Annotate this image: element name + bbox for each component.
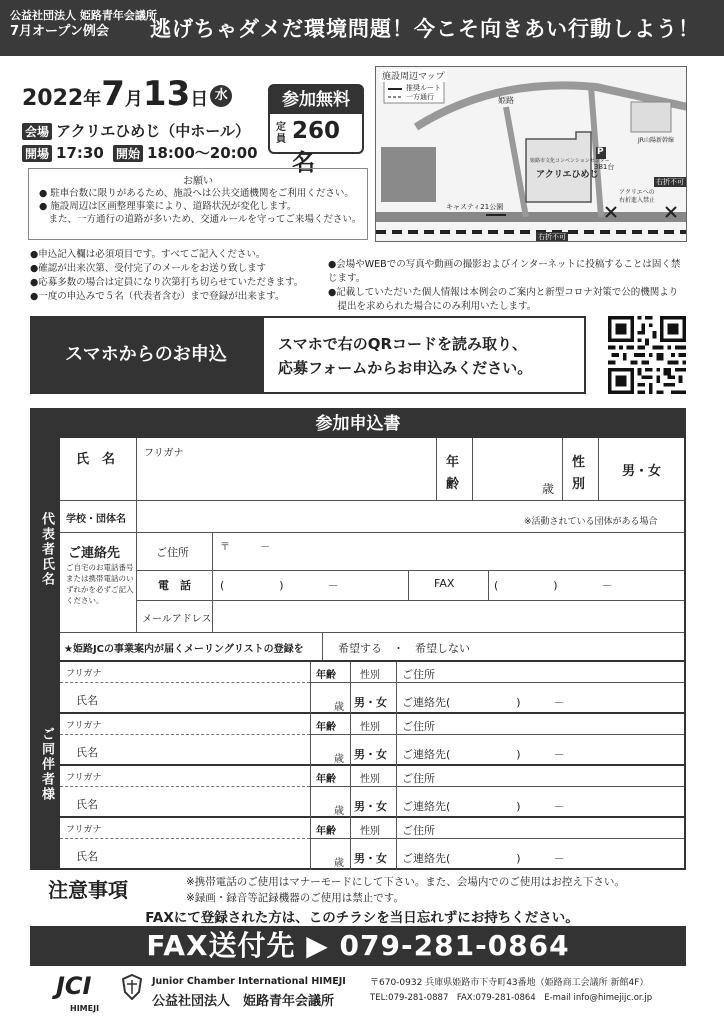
divider [488, 570, 489, 600]
companion-contact-field[interactable]: ご連絡先( ) － [402, 800, 565, 813]
companion-gender-options[interactable]: 男・女 [354, 800, 387, 813]
bullet-list-right [328, 258, 688, 314]
companion-address-label: ご住所 [402, 824, 435, 837]
fax-destination: FAX送付先 ▶ 079-281-0864 [30, 926, 686, 966]
phone-label: 電 話 [158, 579, 191, 592]
date-month-unit: 月 [124, 89, 143, 110]
date-month: 7 [101, 74, 125, 114]
map-entry-1: アクリエへの [619, 189, 655, 196]
divider [310, 682, 684, 683]
notice-title: お願い [183, 176, 213, 187]
mailing-label: ★姫路JCの事業案内が届くメーリングリストの登録を [64, 644, 304, 655]
companion-age-label: 年齢 [316, 774, 336, 785]
map-kyasuty: キャスティ21公園 [446, 203, 504, 211]
companion-age-label: 年齢 [316, 670, 336, 681]
notice-item: また、一方通行の道路が多いため、交通ルールを守ってご来場ください。 [39, 214, 362, 225]
divider [350, 766, 351, 818]
companion-name-input[interactable] [120, 736, 310, 764]
divider [350, 662, 351, 714]
companion-gender-label: 性別 [360, 722, 380, 733]
bullet-item: 提出を求められた場合にのみ利用いたします。 [328, 301, 537, 312]
divider [60, 734, 310, 735]
bullet-item: ●記載していただいた個人情報は本例会のご案内と新型コロナ対策で公的機関より [328, 287, 679, 298]
venue-tag: 会場 [22, 123, 52, 140]
time-line [22, 142, 258, 163]
divider [310, 662, 311, 714]
gender-label: 性別 [572, 455, 586, 492]
divider [136, 500, 137, 532]
companion-row [60, 766, 684, 818]
map-venue-name: アクリエひめじ [536, 170, 599, 180]
org-name-jp: 公益社団法人 姫路青年会議所 [152, 994, 335, 1009]
companion-furigana-label: フリガナ [66, 825, 102, 835]
meeting-name: 7月オープン例会 [10, 24, 109, 39]
companion-age-unit: 歳 [334, 702, 344, 713]
map-title: 施設周辺マップ [380, 69, 447, 82]
divider [60, 500, 684, 501]
bullet-list-left [30, 248, 330, 304]
fax-note: FAXにて登録された方は、このチラシを当日忘れずにお持ちください。 [145, 910, 579, 926]
divider [562, 438, 563, 500]
start-tag: 開始 [113, 145, 143, 162]
divider [408, 570, 409, 600]
divider [136, 532, 137, 632]
name-input[interactable] [138, 440, 434, 498]
jci-logo: JCI [56, 972, 92, 1000]
companion-row [60, 662, 684, 714]
divider [350, 714, 351, 766]
divider [310, 714, 311, 766]
fax-field[interactable]: ( ) － [494, 579, 613, 592]
companion-gender-label: 性別 [360, 826, 380, 837]
companion-address-label: ご住所 [402, 772, 435, 785]
map-jr: JR山陽新幹線 [638, 137, 674, 144]
companion-name-input[interactable] [120, 788, 310, 816]
school-label: 学校・団体名 [66, 514, 126, 525]
divider [436, 438, 437, 500]
map-no-right-2: 右折不可 [656, 178, 684, 186]
capacity-value: 260名 [292, 118, 341, 176]
email-input[interactable] [214, 602, 684, 630]
smartphone-label: スマホからのお申込 [30, 316, 262, 394]
free-label: 参加無料 [270, 86, 362, 114]
divider [598, 438, 599, 500]
map-legend-route: 推奨ルート [406, 84, 441, 92]
email-label: メールアドレス [142, 614, 212, 625]
caution-line2: ※録画・録音等記録機器のご使用は禁止です。 [186, 892, 404, 904]
age-label: 年齢 [446, 455, 460, 492]
divider [136, 570, 684, 571]
divider [310, 838, 684, 839]
rep-side-label: 代表者氏名 [32, 438, 60, 660]
companion-age-unit: 歳 [334, 806, 344, 817]
qr-code-icon[interactable] [608, 316, 686, 394]
companion-name-input[interactable] [120, 840, 310, 868]
companion-side-label: ご同伴者様 [32, 660, 60, 868]
divider [350, 818, 351, 870]
notice-box [28, 168, 368, 240]
companion-age-label: 年齢 [316, 826, 336, 837]
jci-emblem-icon [122, 974, 142, 1000]
open-tag: 開場 [22, 145, 52, 162]
jci-logo-sub: HIMEJI [70, 1004, 100, 1013]
form-title: 参加申込書 [32, 410, 684, 438]
divider [310, 734, 684, 735]
map-parking-count: 381台 [594, 163, 615, 171]
footer [30, 926, 686, 1020]
companion-age-unit: 歳 [334, 754, 344, 765]
divider [60, 532, 684, 533]
companion-contact-field[interactable]: ご連絡先( ) － [402, 852, 565, 865]
age-unit: 歳 [542, 482, 555, 496]
org-address: 〒670-0932 兵庫県姫路市下寺町43番地（姫路商工会議所 新館4F） [370, 978, 649, 988]
divider [310, 818, 311, 870]
companion-furigana-label: フリガナ [66, 721, 102, 731]
name-label: 氏 名 [76, 452, 116, 467]
bullet-item: ●会場やWEBでの写真や動画の撮影およびインターネットに投稿することは固く禁じます。 [328, 259, 681, 284]
companion-name-label: 氏名 [76, 850, 98, 863]
school-note: ※活動されている団体がある場合 [524, 517, 658, 527]
divider [60, 838, 310, 839]
divider [396, 766, 397, 818]
capacity-label: 定員 [276, 122, 286, 145]
companion-name-input[interactable] [120, 684, 310, 712]
map-legend-oneway: 一方通行 [406, 93, 434, 101]
smartphone-instructions [262, 316, 586, 394]
smartphone-line1: スマホで右のQRコードを読み取り、 [278, 335, 528, 353]
notice-item: ● 施設周辺は区画整理事業により、道路状況が変化します。 [39, 201, 297, 212]
application-form [30, 408, 686, 870]
companion-gender-options[interactable]: 男・女 [354, 696, 387, 709]
contact-note: ご自宅のお電話番号または携帯電話のいずれかを必ずご記入ください。 [66, 563, 134, 605]
venue-line [22, 120, 250, 141]
bullet-item: ●確認が出来次第、受付完了のメールをお送り致します [30, 263, 267, 274]
contact-label: ご連絡先 [68, 546, 121, 561]
companion-furigana-label: フリガナ [66, 669, 102, 679]
map-no-right-1: 右折不可 [538, 233, 566, 241]
divider [60, 786, 310, 787]
companion-gender-label: 性別 [360, 670, 380, 681]
divider [310, 766, 311, 818]
divider [212, 532, 213, 632]
cautions-title: 注意事項 [48, 878, 128, 902]
start-time: 18:00～20:00 [147, 144, 258, 162]
bullet-item: ●申込記入欄は必須項目です。すべてご記入ください。 [30, 249, 266, 260]
org-name: 公益社団法人 姫路青年会議所 [10, 9, 157, 22]
companion-gender-label: 性別 [360, 774, 380, 785]
postal-field[interactable]: 〒 － [220, 542, 270, 553]
map-station: 姫路 [498, 96, 514, 105]
facility-map [375, 66, 687, 242]
companion-gender-options[interactable]: 男・女 [354, 852, 387, 865]
admission-box [268, 84, 364, 176]
event-title: 逃げちゃダメだ環境問題！今こそ向きあい行動しよう！ [150, 17, 700, 41]
divider [396, 662, 397, 714]
companion-name-label: 氏名 [76, 694, 98, 707]
bullet-item: ●応募多数の場合は定員になり次第打ち切らせていただきます。 [30, 277, 304, 288]
caution-line1: ※携帯電話のご使用はマナーモードにして下さい。また、会場内でのご使用はお控え下さい。 [186, 876, 625, 888]
gender-options[interactable]: 男・女 [622, 464, 662, 479]
org-phone-email: TEL:079-281-0887 FAX:079-281-0864 E-mail info@himejijc.or.jp [370, 993, 653, 1003]
header-org [10, 8, 157, 40]
venue-name: アクリエひめじ（中ホール） [56, 122, 250, 140]
date-day: 13 [142, 74, 191, 114]
fax-label: FAX [434, 577, 455, 590]
divider [60, 682, 310, 683]
companion-contact-field[interactable]: ご連絡先( ) － [402, 696, 565, 709]
event-date [22, 74, 232, 114]
companion-furigana-label: フリガナ [66, 773, 102, 783]
divider [310, 786, 684, 787]
org-name-en: Junior Chamber International HIMEJI [152, 976, 346, 987]
date-year: 2022 [22, 86, 84, 111]
companion-address-label: ご住所 [402, 720, 435, 733]
companion-age-label: 年齢 [316, 722, 336, 733]
divider [136, 438, 137, 500]
companion-gender-options[interactable]: 男・女 [354, 748, 387, 761]
divider [136, 600, 684, 601]
map-venue-sub: 姫路市文化コンベンションセンター [530, 158, 610, 164]
date-year-unit: 年 [83, 89, 102, 110]
notice-item: ● 駐車台数に限りがあるため、施設へは公共交通機関をご利用ください。 [39, 188, 354, 199]
companion-row [60, 818, 684, 870]
companion-address-label: ご住所 [402, 668, 435, 681]
divider [322, 632, 323, 660]
mailing-options[interactable]: 希望する ・ 希望しない [338, 642, 470, 655]
map-entry-2: 右折進入禁止 [619, 197, 656, 204]
divider [396, 818, 397, 870]
companion-name-label: 氏名 [76, 798, 98, 811]
companion-row [60, 714, 684, 766]
bullet-item: ●一度の申込みで５名（代表者含む）まで登録が出来ます。 [30, 291, 285, 302]
address-label: ご住所 [156, 546, 189, 559]
open-time: 17:30 [56, 144, 104, 162]
companion-name-label: 氏名 [76, 746, 98, 759]
date-day-unit: 日 [190, 89, 209, 110]
org-contact [370, 976, 652, 1006]
date-weekday: 水 [210, 85, 232, 107]
companion-contact-field[interactable]: ご連絡先( ) － [402, 748, 565, 761]
notice-body [39, 187, 364, 226]
furigana-label: フリガナ [144, 448, 184, 459]
divider [396, 714, 397, 766]
phone-field[interactable]: ( ) － [220, 579, 339, 592]
divider [60, 632, 684, 633]
parking-icon: P [597, 147, 604, 157]
companion-age-unit: 歳 [334, 858, 344, 869]
smartphone-line2: 応募フォームからお申込みください。 [278, 359, 533, 377]
divider [472, 438, 473, 500]
